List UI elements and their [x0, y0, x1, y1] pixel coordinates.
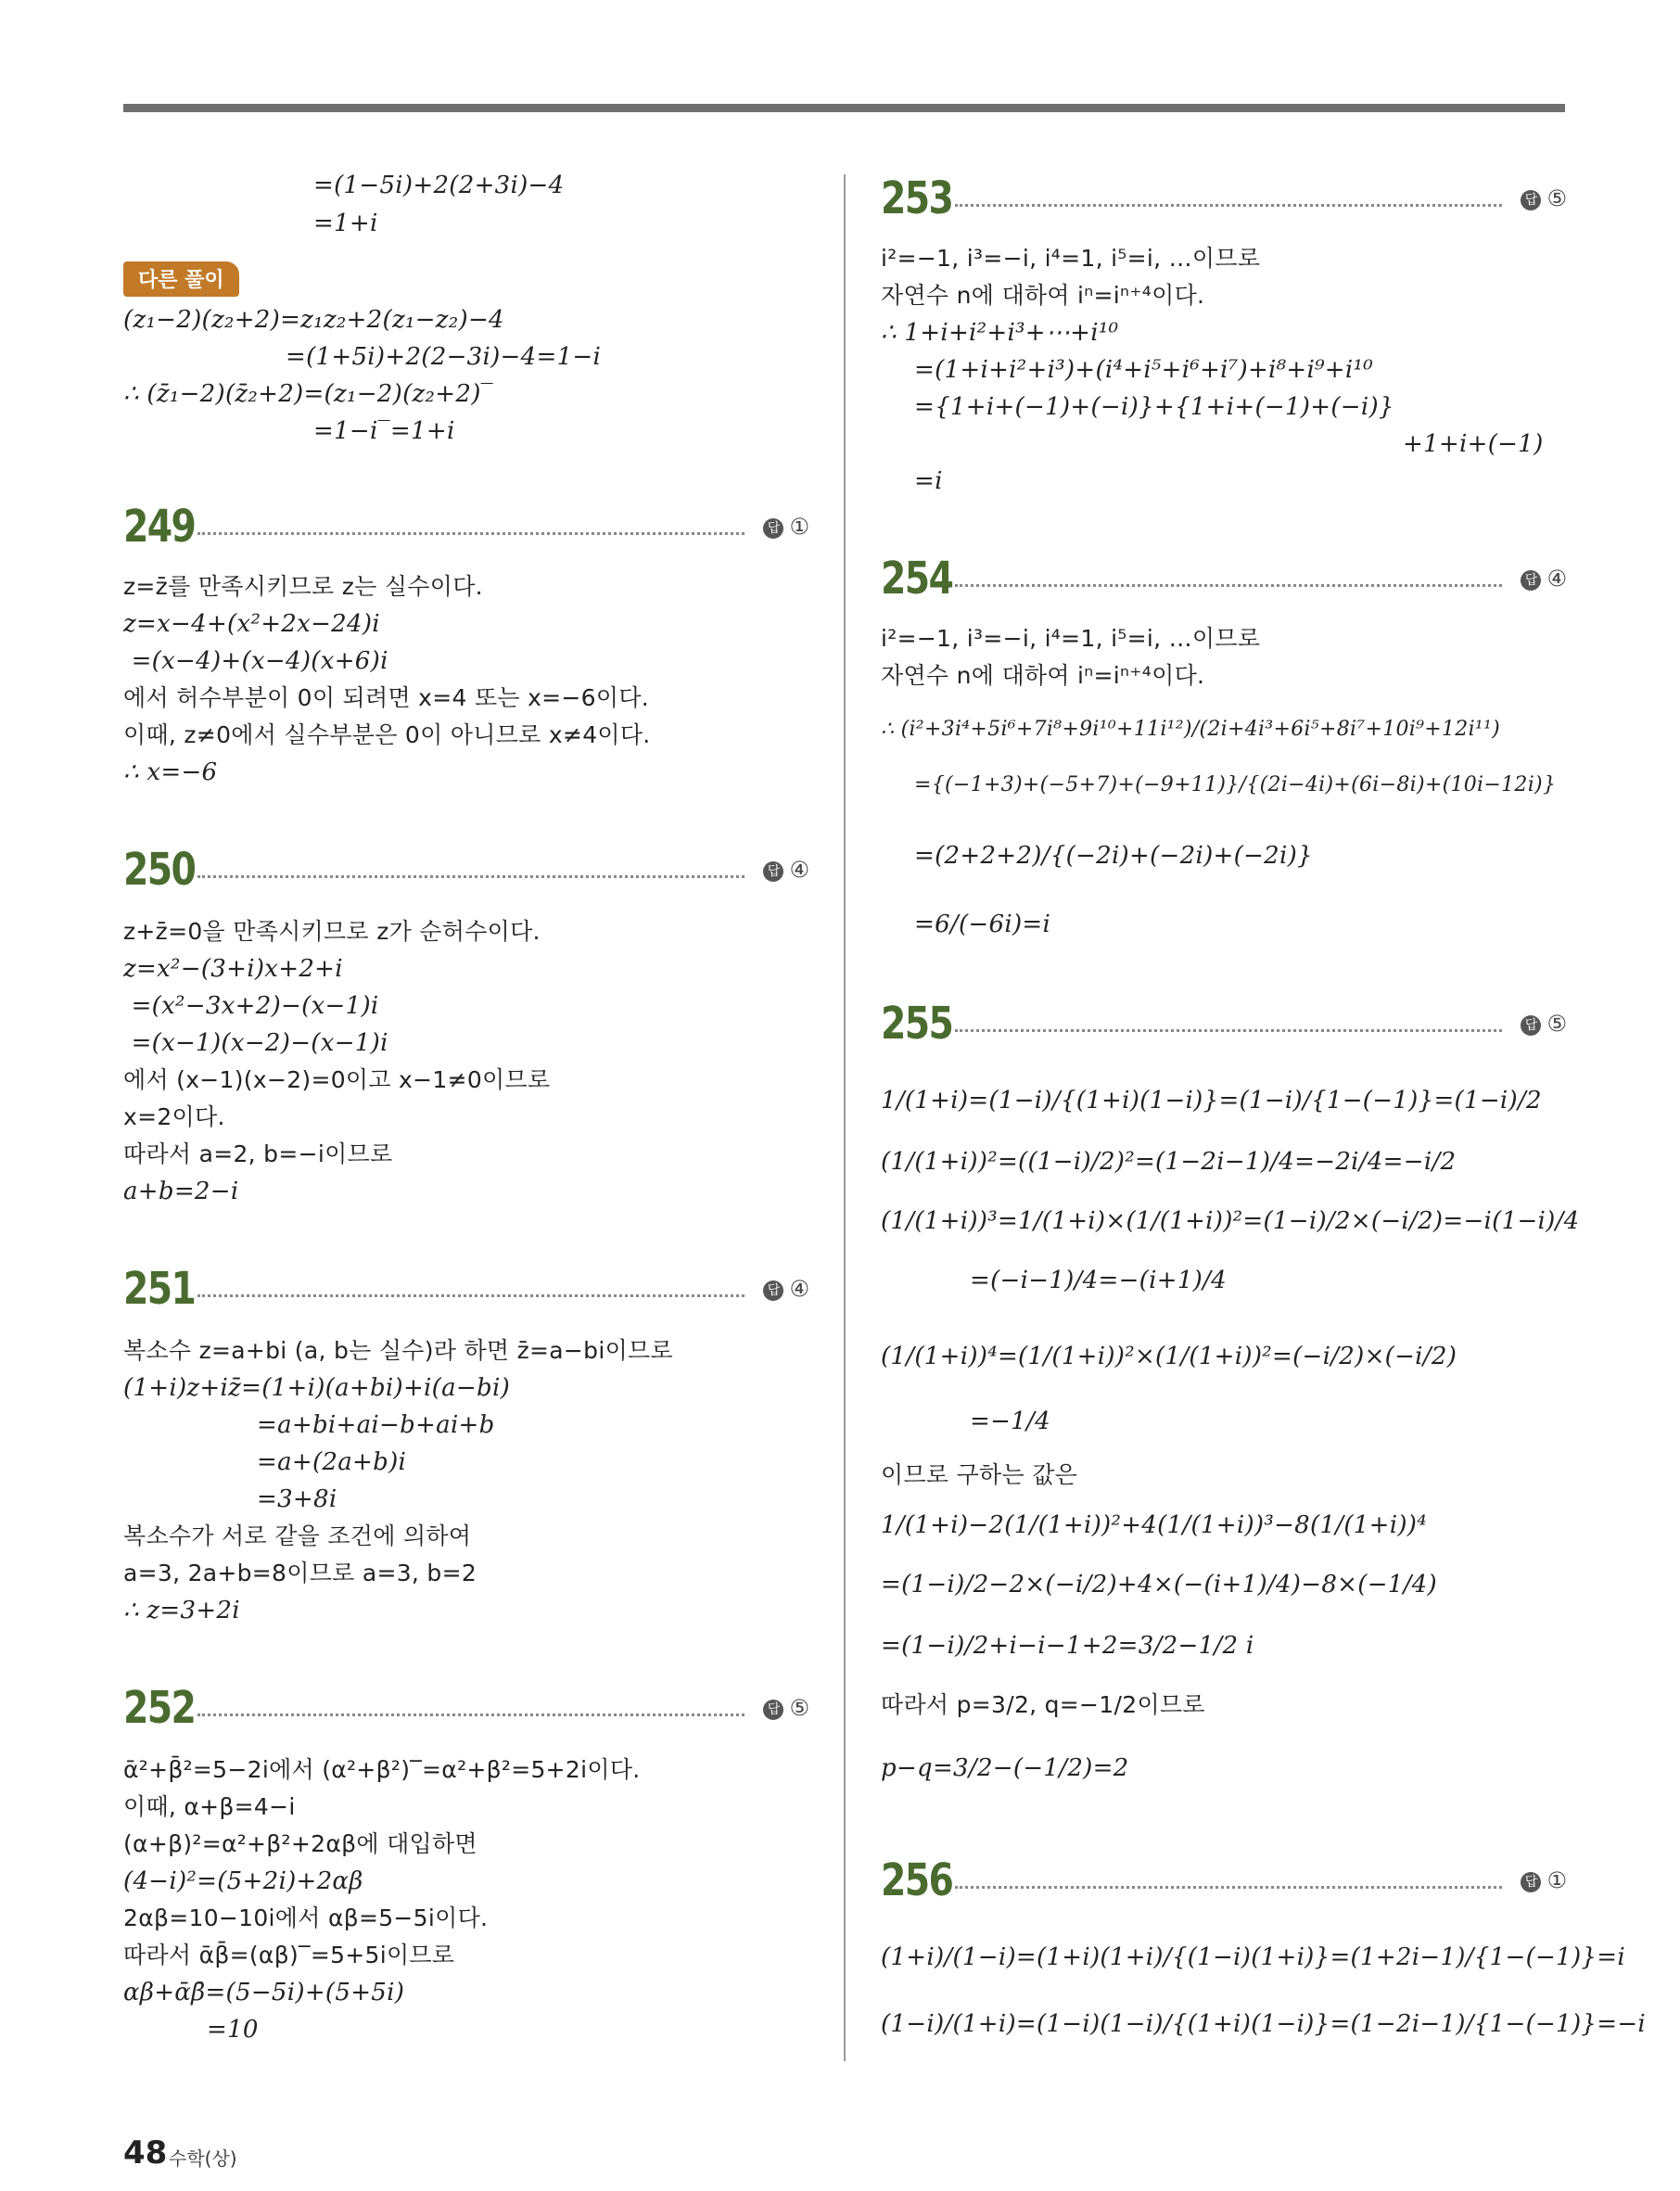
answer-label: [763, 514, 809, 540]
solution-line: z=z̄를 만족시키므로 z는 실수이다.: [123, 573, 483, 600]
solution-line: ∴ x=−6: [123, 758, 218, 786]
problem-251-header: [123, 1263, 809, 1318]
solution-line: 자연수 n에 대하여 iⁿ=iⁿ⁺⁴이다.: [881, 662, 1205, 689]
problem-number: 249: [123, 501, 196, 553]
solution-line: (1+i)z+iz̄=(1+i)(a+bi)+i(a−bi): [123, 1374, 511, 1402]
alt-line: (z₁−2)(z₂+2)=z₁z₂+2(z₁−z₂)−4: [123, 306, 504, 334]
solution-line: 1/(1+i)−2(1/(1+i))²+4(1/(1+i))³−8(1/(1+i))⁴: [881, 1511, 1427, 1539]
answer-mark-icon: 답: [763, 861, 783, 882]
solution-line: =a+bi+ai−b+ai+b: [257, 1411, 495, 1439]
solution-line: ᾱ²+β̄²=5−2i에서 (α²+β²)‾=α²+β²=5+2i이다.: [123, 1756, 641, 1783]
solution-line: =10: [207, 2016, 259, 2044]
leader-dots: [197, 1713, 745, 1716]
problem-number: 253: [881, 172, 953, 224]
answer-label: [1521, 566, 1567, 592]
solution-line: 이때, z≠0에서 실수부분은 0이 아니므로 x≠4이다.: [123, 721, 651, 748]
leader-dots: [197, 875, 745, 878]
problem-number: 254: [881, 553, 953, 605]
answer-mark-icon: 답: [763, 1280, 783, 1301]
solution-line: z+z̄=0을 만족시키므로 z가 순허수이다.: [123, 918, 541, 945]
alt-line: =(1+5i)+2(2−3i)−4=1−i: [286, 343, 602, 371]
answer-value: ④: [1546, 566, 1567, 592]
solution-line: =(1−i)/2−2×(−i/2)+4×(−(i+1)/4)−8×(−1/4): [881, 1571, 1437, 1599]
answer-label: [1521, 1867, 1567, 1893]
solution-line: (4−i)²=(5+2i)+2αβ: [123, 1867, 363, 1895]
leader-dots: [955, 1886, 1502, 1889]
answer-label: [763, 1276, 809, 1302]
solution-line: 이므로 구하는 값은: [881, 1461, 1078, 1488]
problem-number: 252: [123, 1682, 196, 1734]
problem-255-header: [881, 998, 1567, 1053]
page-number: 48: [123, 2134, 168, 2172]
solution-line: p−q=3/2−(−1/2)=2: [881, 1754, 1129, 1782]
problem-number: 250: [123, 844, 196, 896]
solution-line: 따라서 ᾱβ̄=(αβ)‾=5+5i이므로: [123, 1942, 455, 1968]
book-title: 수학(상): [169, 2147, 237, 2170]
column-divider: [844, 174, 846, 2061]
solution-line: =(−i−1)/4=−(i+1)/4: [970, 1267, 1228, 1294]
answer-label: [1521, 1011, 1567, 1037]
solution-line: z=x²−(3+i)x+2+i: [123, 955, 343, 983]
solution-line: x=2이다.: [123, 1103, 225, 1130]
answer-mark-icon: 답: [763, 1700, 783, 1720]
solution-line: =3+8i: [257, 1485, 337, 1513]
intro-line: =(1−5i)+2(2+3i)−4: [313, 172, 565, 199]
solution-line: 복소수 z=a+bi (a, b는 실수)라 하면 z̄=a−bi이므로: [123, 1337, 673, 1364]
solution-line: =a+(2a+b)i: [257, 1448, 407, 1476]
answer-value: ①: [789, 514, 809, 540]
intro-line: =1+i: [313, 210, 378, 237]
alt-solution-badge: 다른 풀이: [123, 261, 239, 297]
solution-line: 2αβ=10−10i에서 αβ=5−5i이다.: [123, 1904, 489, 1931]
solution-line: =(2+2+2)/{(−2i)+(−2i)+(−2i)}: [914, 842, 1313, 870]
solution-line: 1/(1+i)=(1−i)/{(1+i)(1−i)}=(1−i)/{1−(−1)}=(1−i)/2: [881, 1087, 1542, 1115]
solution-line: =(x²−3x+2)−(x−1)i: [123, 992, 379, 1020]
answer-mark-icon: 답: [1521, 1872, 1541, 1892]
leader-dots: [955, 204, 1502, 207]
solution-line: i²=−1, i³=−i, i⁴=1, i⁵=i, …이므로: [881, 625, 1261, 652]
alt-line: ∴ (z̄₁−2)(z̄₂+2)=(z₁−2)(z₂+2)‾: [123, 380, 493, 408]
answer-mark-icon: 답: [1521, 190, 1541, 210]
problem-256-header: [881, 1854, 1567, 1910]
solution-line: =(x−4)+(x−4)(x+6)i: [123, 647, 388, 675]
solution-line: =(1+i+i²+i³)+(i⁴+i⁵+i⁶+i⁷)+i⁸+i⁹+i¹⁰: [914, 356, 1373, 384]
solution-line: 에서 (x−1)(x−2)=0이고 x−1≠0이므로: [123, 1066, 551, 1093]
solution-line: =(x−1)(x−2)−(x−1)i: [123, 1029, 388, 1057]
solution-line: 에서 허수부분이 0이 되려면 x=4 또는 x=−6이다.: [123, 684, 650, 711]
solution-line: z=x−4+(x²+2x−24)i: [123, 610, 380, 638]
answer-label: [763, 1695, 809, 1721]
problem-254-header: [881, 553, 1567, 608]
answer-value: ④: [789, 857, 809, 883]
leader-dots: [197, 532, 745, 535]
solution-line: (1/(1+i))⁴=(1/(1+i))²×(1/(1+i))²=(−i/2)×(−i/2): [881, 1343, 1457, 1370]
solution-line: +1+i+(−1): [1403, 430, 1544, 458]
solution-line: (1/(1+i))³=1/(1+i)×(1/(1+i))²=(1−i)/2×(−i/2)=−i(1−i)/4: [881, 1207, 1580, 1235]
solution-line: 따라서 a=2, b=−i이므로: [123, 1140, 393, 1167]
answer-mark-icon: 답: [763, 518, 783, 539]
solution-line: 복소수가 서로 같을 조건에 의하여: [123, 1522, 472, 1549]
leader-dots: [955, 1029, 1502, 1032]
leader-dots: [955, 584, 1502, 587]
solution-line: ∴ 1+i+i²+i³+⋯+i¹⁰: [881, 319, 1119, 347]
answer-value: ⑤: [789, 1695, 809, 1721]
answer-label: [763, 857, 809, 883]
solution-line: (α+β)²=α²+β²+2αβ에 대입하면: [123, 1830, 477, 1857]
solution-line: 따라서 p=3/2, q=−1/2이므로: [881, 1691, 1205, 1718]
top-rule: [123, 104, 1565, 112]
problem-253-header: [881, 172, 1567, 228]
solution-line: (1+i)/(1−i)=(1+i)(1+i)/{(1−i)(1+i)}=(1+2i−1)/{1−(−1)}=i: [881, 1943, 1625, 1971]
solution-line: ={1+i+(−1)+(−i)}+{1+i+(−1)+(−i)}: [914, 393, 1394, 421]
answer-value: ④: [789, 1276, 809, 1302]
problem-number: 251: [123, 1263, 196, 1315]
solution-line: a=3, 2a+b=8이므로 a=3, b=2: [123, 1560, 477, 1586]
solution-line: i²=−1, i³=−i, i⁴=1, i⁵=i, …이므로: [881, 245, 1261, 272]
solution-line: ={(−1+3)+(−5+7)+(−9+11)}/{(2i−4i)+(6i−8i)+(10i−12i)}: [914, 773, 1557, 796]
solution-line: αβ+ᾱβ̄=(5−5i)+(5+5i): [123, 1979, 405, 2006]
problem-number: 255: [881, 998, 953, 1050]
solution-line: =i: [914, 467, 943, 495]
leader-dots: [197, 1294, 745, 1297]
answer-label: [1521, 185, 1567, 211]
solution-line: a+b=2−i: [123, 1178, 239, 1205]
answer-mark-icon: 답: [1521, 1015, 1541, 1036]
solution-line: =(1−i)/2+i−i−1+2=3/2−1/2 i: [881, 1632, 1254, 1660]
solution-line: ∴ z=3+2i: [123, 1597, 240, 1624]
problem-252-header: [123, 1682, 809, 1738]
solution-line: (1/(1+i))²=((1−i)/2)²=(1−2i−1)/4=−2i/4=−i/2: [881, 1148, 1457, 1176]
solution-line: ∴ (i²+3i⁴+5i⁶+7i⁸+9i¹⁰+11i¹²)/(2i+4i³+6i⁵+8i⁷+10i⁹+12i¹¹): [881, 718, 1501, 741]
problem-250-header: [123, 844, 809, 899]
answer-value: ⑤: [1546, 185, 1567, 211]
solution-line: 자연수 n에 대하여 iⁿ=iⁿ⁺⁴이다.: [881, 282, 1205, 309]
answer-value: ①: [1546, 1867, 1567, 1893]
solution-line: =−1/4: [970, 1408, 1050, 1435]
problem-number: 256: [881, 1854, 953, 1906]
solution-line: (1−i)/(1+i)=(1−i)(1−i)/{(1+i)(1−i)}=(1−2i−1)/{1−(−1)}=−i: [881, 2010, 1647, 2038]
solution-line: 이때, α+β=4−i: [123, 1793, 296, 1820]
alt-line: =1−i‾=1+i: [313, 417, 455, 445]
answer-mark-icon: 답: [1521, 570, 1541, 591]
answer-value: ⑤: [1546, 1011, 1567, 1037]
solution-line: =6/(−6i)=i: [914, 911, 1051, 938]
problem-249-header: [123, 501, 809, 556]
